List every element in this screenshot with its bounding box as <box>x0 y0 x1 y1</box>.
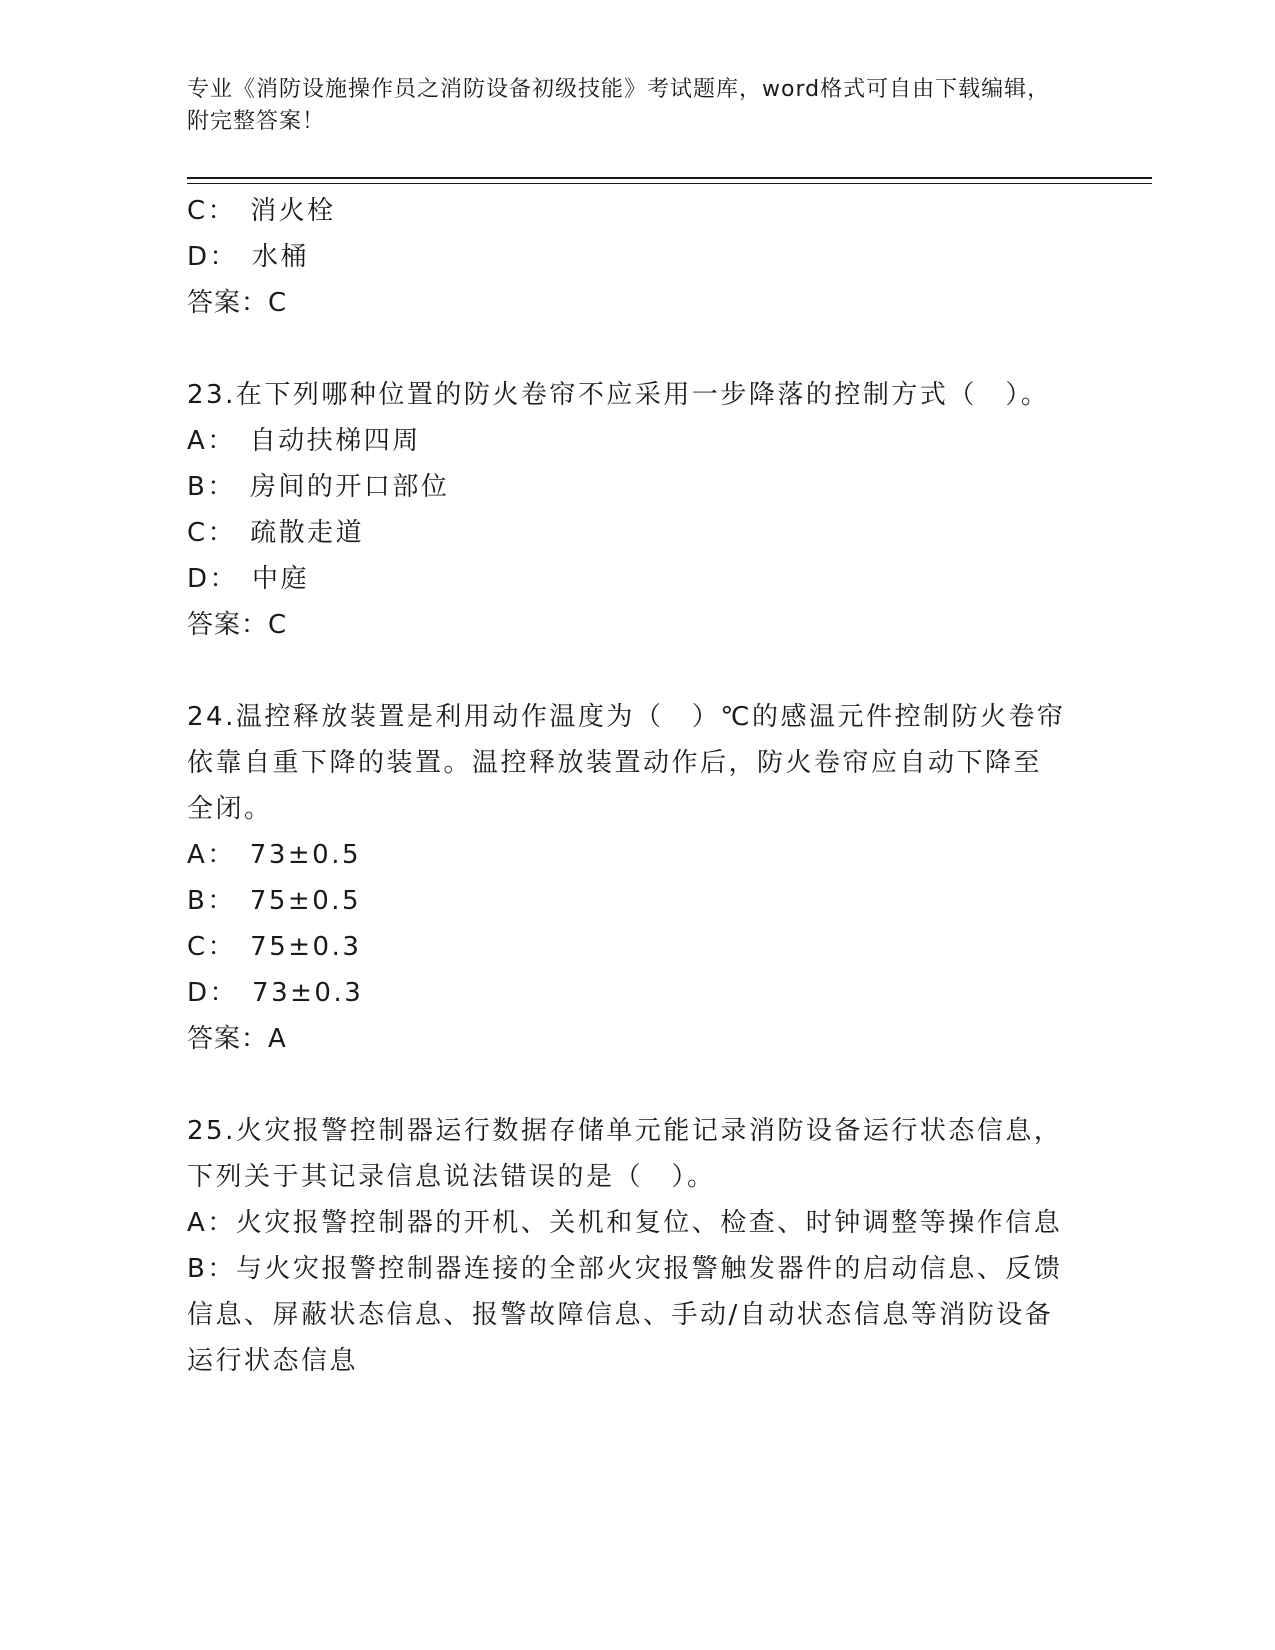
option-c: C： 消火栓 <box>187 196 336 226</box>
option-d: D： 中庭 <box>187 564 310 594</box>
question-stem-line: 24.温控释放装置是利用动作温度为（ ）℃的感温元件控制防火卷帘 <box>187 702 1066 732</box>
option-b: B： 房间的开口部位 <box>187 472 450 502</box>
option-d: D： 73±0.3 <box>187 978 364 1008</box>
answer-line: 答案：A <box>187 1024 287 1054</box>
option-a: A： 73±0.5 <box>187 840 362 870</box>
option-d: D： 水桶 <box>187 242 310 272</box>
question-content <box>187 188 1087 1384</box>
option-b-line: 运行状态信息 <box>187 1346 359 1376</box>
option-b-line: 信息、屏蔽状态信息、报警故障信息、手动/自动状态信息等消防设备 <box>187 1300 1054 1330</box>
question-stem-line: 全闭。 <box>187 794 273 824</box>
option-a: A：火灾报警控制器的开机、关机和复位、检查、时钟调整等操作信息 <box>187 1208 1063 1238</box>
option-a: A： 自动扶梯四周 <box>187 426 421 456</box>
answer-line: 答案：C <box>187 288 288 318</box>
question-stem-line: 依靠自重下降的装置。温控释放装置动作后，防火卷帘应自动下降至 <box>187 748 1043 778</box>
option-c: C： 疏散走道 <box>187 518 365 548</box>
question-stem-line: 下列关于其记录信息说法错误的是（ ）。 <box>187 1162 716 1192</box>
page-header: 专业《消防设施操作员之消防设备初级技能》考试题库，word格式可自由下载编辑，附完整答案！ <box>187 77 1051 134</box>
question-stem-line: 25.火灾报警控制器运行数据存储单元能记录消防设备运行状态信息， <box>187 1116 1063 1146</box>
answer-line: 答案：C <box>187 610 288 640</box>
option-c: C： 75±0.3 <box>187 932 362 962</box>
option-b-line: B：与火灾报警控制器连接的全部火灾报警触发器件的启动信息、反馈 <box>187 1254 1063 1284</box>
option-b: B： 75±0.5 <box>187 886 362 916</box>
header-rule-thick <box>187 177 1152 179</box>
header-rule-thin <box>187 183 1152 184</box>
question-stem: 23.在下列哪种位置的防火卷帘不应采用一步降落的控制方式（ ）。 <box>187 380 1050 410</box>
